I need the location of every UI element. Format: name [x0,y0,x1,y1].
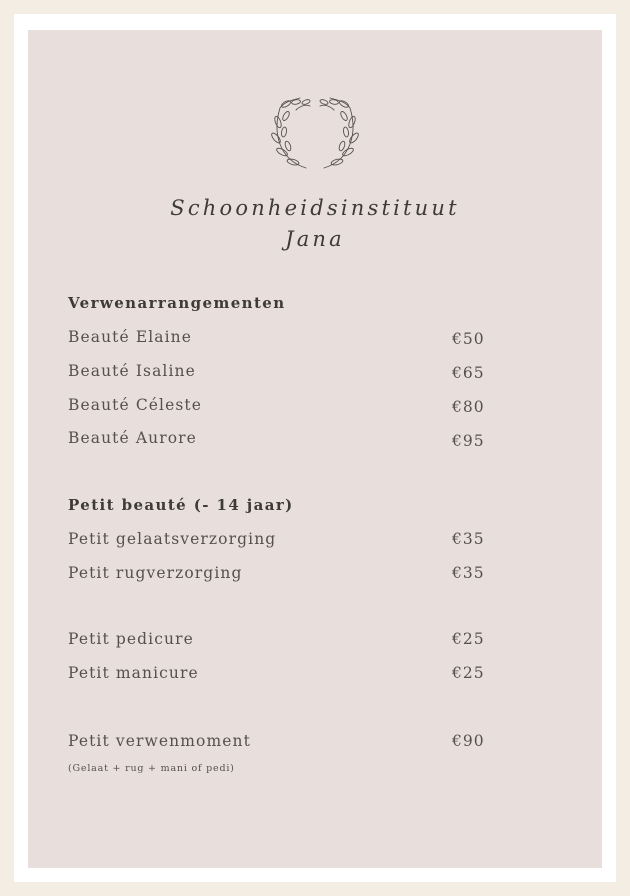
item-name: Beauté Elaine [68,328,193,346]
item-price: €95 [452,432,485,450]
item-name: Petit verwenmoment [68,732,251,750]
item-name: Beauté Céleste [68,396,203,414]
item-name: Beauté Aurore [68,429,197,447]
title-line-1: Schoonheidsinstituut [170,196,460,220]
item-price: €50 [452,330,485,348]
title-line-2: Jana [285,227,345,251]
section-heading-petit-beaute: Petit beauté (- 14 jaar) [68,496,294,514]
item-name: Beauté Isaline [68,362,196,380]
item-price: €35 [452,564,485,582]
item-name: Petit pedicure [68,630,194,648]
item-name: Petit rugverzorging [68,564,243,582]
item-price: €35 [452,530,485,548]
item-price: €90 [452,732,485,750]
item-name: Petit manicure [68,664,199,682]
item-note: (Gelaat + rug + mani of pedi) [68,763,235,774]
item-price: €25 [452,664,485,682]
laurel-wreath-icon [266,94,364,174]
item-name: Petit gelaatsverzorging [68,530,277,548]
item-price: €25 [452,630,485,648]
item-price: €65 [452,364,485,382]
section-heading-verwenarrangementen: Verwenarrangementen [68,294,286,312]
item-price: €80 [452,398,485,416]
